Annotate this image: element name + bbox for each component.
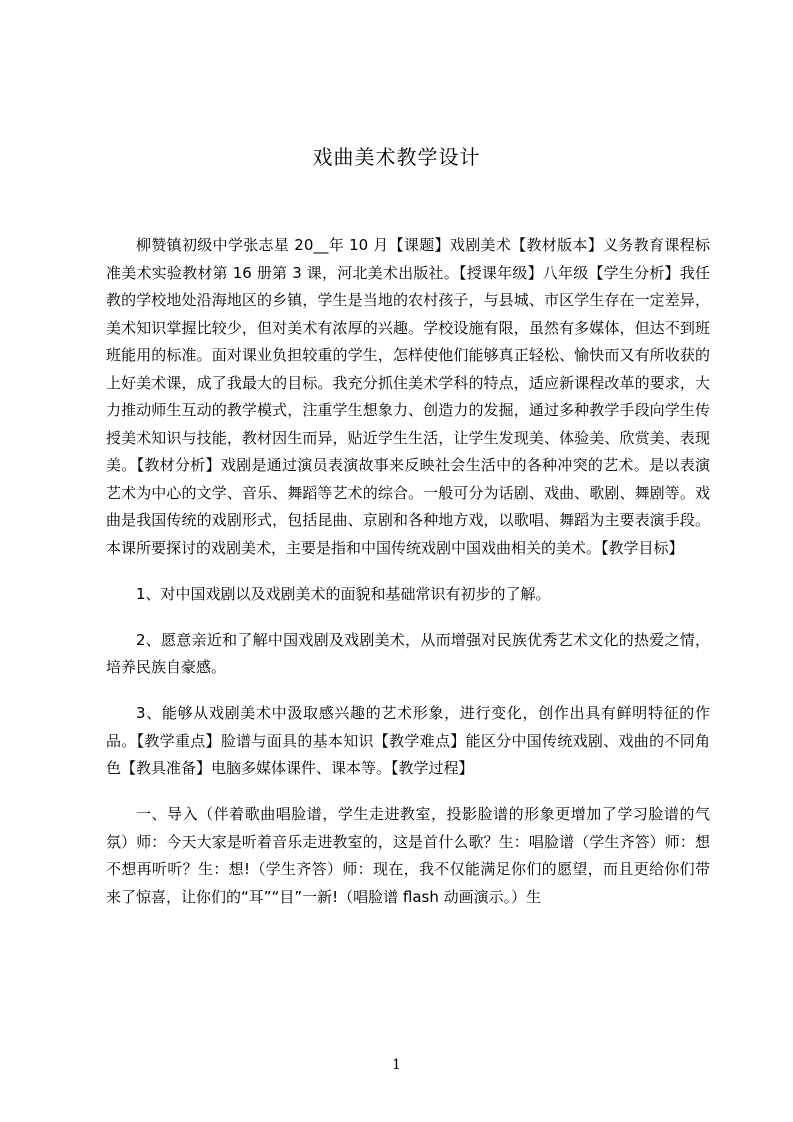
page-number: 1 — [392, 1057, 401, 1073]
paragraph-objective-3: 3、能够从戏剧美术中汲取感兴趣的艺术形象，进行变化，创作出具有鲜明特征的作品。【教学重点】脸谱与面具的基本知识【教学难点】能区分中国传统戏剧、戏曲的不同角色【教具准备】电脑多媒体课件、课本等。【教学过程】 — [106, 704, 710, 777]
document-body — [106, 232, 710, 911]
paragraph-objective-2: 2、愿意亲近和了解中国戏剧及戏剧美术，从而增强对民族优秀艺术文化的热爱之情，培养民族自豪感。 — [106, 630, 710, 676]
document-title: 戏曲美术教学设计 — [312, 145, 481, 169]
paragraph-objective-1: 1、对中国戏剧以及戏剧美术的面貌和基础常识有初步的了解。 — [136, 584, 551, 603]
paragraph-process: 一、导入（伴着歌曲唱脸谱，学生走进教室，投影脸谱的形象更增加了学习脸谱的气氛）师：今天大家是听着音乐走进教室的，这是首什么歌？生：唱脸谱（学生齐答）师：想不想再听听？生：想!（学生齐答）师：现在，我不仅能满足你们的愿望，而且更给你们带来了惊喜，让你们的“耳”“目”一新!（唱脸谱 flash 动画演示。）生 — [106, 805, 710, 906]
paragraph-intro: 柳赞镇初级中学张志星 20__年 10 月【课题】戏剧美术【教材版本】义务教育课程标准美术实验教材第 16 册第 3 课，河北美术出版社。【授课年级】八年级【学生分析】我任教的学校地处沿海地区的乡镇，学生是当地的农村孩子，与县城、市区学生存在一定差异，美术知识掌握比较少，但对美术有浓厚的兴趣。学校设施有限，虽然有多媒体，但达不到班班能用的标准。面对课业负担较重的学生，怎样使他们能够真正轻松、愉快而又有所收获的上好美术课，成了我最大的目标。我充分抓住美术学科的特点，适应新课程改革的要求，大力推动师生互动的教学模式，注重学生想象力、创造力的发掘，通过多种教学手段向学生传授美术知识与技能，教材因生而异，贴近学生生活，让学生发现美、体验美、欣赏美、表现美。【教材分析】戏剧是通过演员表演故事来反映社会生活中的各种冲突的艺术。是以表演艺术为中心的文学、音乐、舞蹈等艺术的综合。一般可分为话剧、戏曲、歌剧、舞剧等。戏曲是我国传统的戏剧形式，包括昆曲、京剧和各种地方戏，以歌唱、舞蹈为主要表演手段。本课所要探讨的戏剧美术，主要是指和中国传统戏剧中国戏曲相关的美术。【教学目标】 — [106, 236, 710, 557]
